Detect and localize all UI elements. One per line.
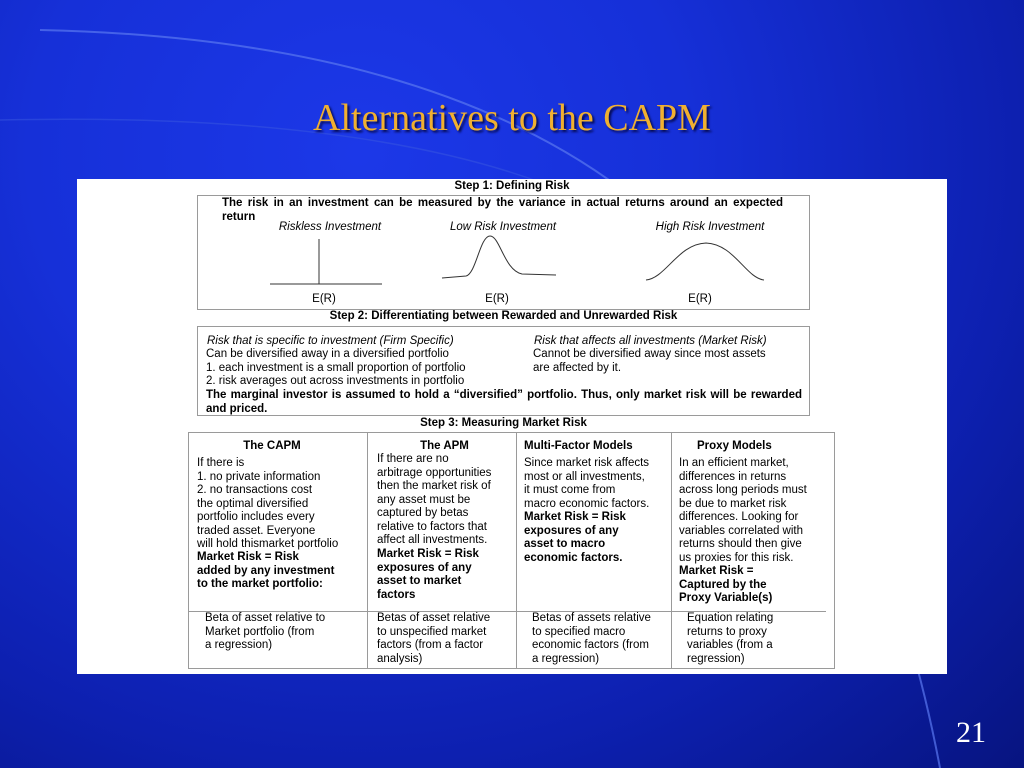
slide-title: Alternatives to the CAPM [313,97,711,139]
proxy-models-description: In an efficient market, differences in returns across long periods must be due to market risk differences. Looking for variables correlated with returns should then give us proxies for this risk. [679,457,807,564]
content-panel [77,179,947,674]
capm-measure: Beta of asset relative to Market portfolio (from a regression) [205,612,326,651]
step1-box [197,195,810,310]
high-risk-curve [646,243,764,280]
high-risk-axis-label: E(R) [688,293,712,305]
riskless-axis-label: E(R) [312,293,336,305]
low-risk-label: Low Risk Investment [449,221,557,233]
firm-specific-body: Can be diversified away in a diversified portfolio 1. each investment is a small proportion of portfolio 2. risk averages out across investments in portfolio [206,348,466,387]
proxy-models-market-risk: Market Risk = Captured by the Proxy Variable(s) [679,565,773,604]
risk-definition: The risk in an investment can be measured by the variance in actual returns around an expected return [222,197,783,223]
multi-factor-header: Multi-Factor Models [524,440,633,452]
apm-measure: Betas of asset relative to unspecified market factors (from a factor analysis) [377,612,491,665]
market-risk-body: Cannot be diversified away since most assets are affected by it. [533,348,766,374]
capm-description: If there is 1. no private information 2. no transactions cost the optimal diversified portfolio includes every traded asset. Everyone will hold thismarket portfolio [197,457,339,550]
column-divider [516,433,517,668]
proxy-models-header: Proxy Models [697,440,772,452]
step3-heading: Step 3: Measuring Market Risk [420,417,587,429]
apm-header: The APM [420,440,469,452]
riskless-curve [270,239,382,284]
column-divider [671,433,672,668]
multi-factor-description: Since market risk affects most or all investments, it must come from macro economic factors. [524,457,650,510]
capm-header: The CAPM [243,440,301,452]
step3-table [188,432,835,669]
proxy-models-measure: Equation relating returns to proxy variables (from a regression) [687,612,774,665]
column-divider [367,433,368,668]
firm-specific-title: Risk that is specific to investment (Firm Specific) [207,335,454,347]
market-risk-title: Risk that affects all investments (Market Risk) [534,335,767,347]
apm-market-risk: Market Risk = Risk exposures of any asset to market factors [377,548,479,601]
page-number: 21 [956,716,986,749]
multi-factor-market-risk: Market Risk = Risk exposures of any asset to macro economic factors. [524,511,626,564]
step2-heading: Step 2: Differentiating between Rewarded and Unrewarded Risk [329,310,678,322]
high-risk-label: High Risk Investment [655,221,765,233]
step1-heading: Step 1: Defining Risk [454,180,570,192]
step2-box [197,326,810,416]
diversified-investor-note: The marginal investor is assumed to hold a “diversified” portfolio. Thus, only market risk will be rewarded and priced. [206,389,802,415]
low-risk-axis-label: E(R) [485,293,509,305]
apm-description: If there are no arbitrage opportunities then the market risk of any asset must be captured by betas relative to factors that affect all investments. [377,453,492,546]
capm-market-risk: Market Risk = Risk added by any investment to the market portfolio: [197,551,335,590]
multi-factor-measure: Betas of assets relative to specified macro economic factors (from a regression) [532,612,651,665]
low-risk-curve [442,236,556,278]
riskless-label: Riskless Investment [278,221,382,233]
